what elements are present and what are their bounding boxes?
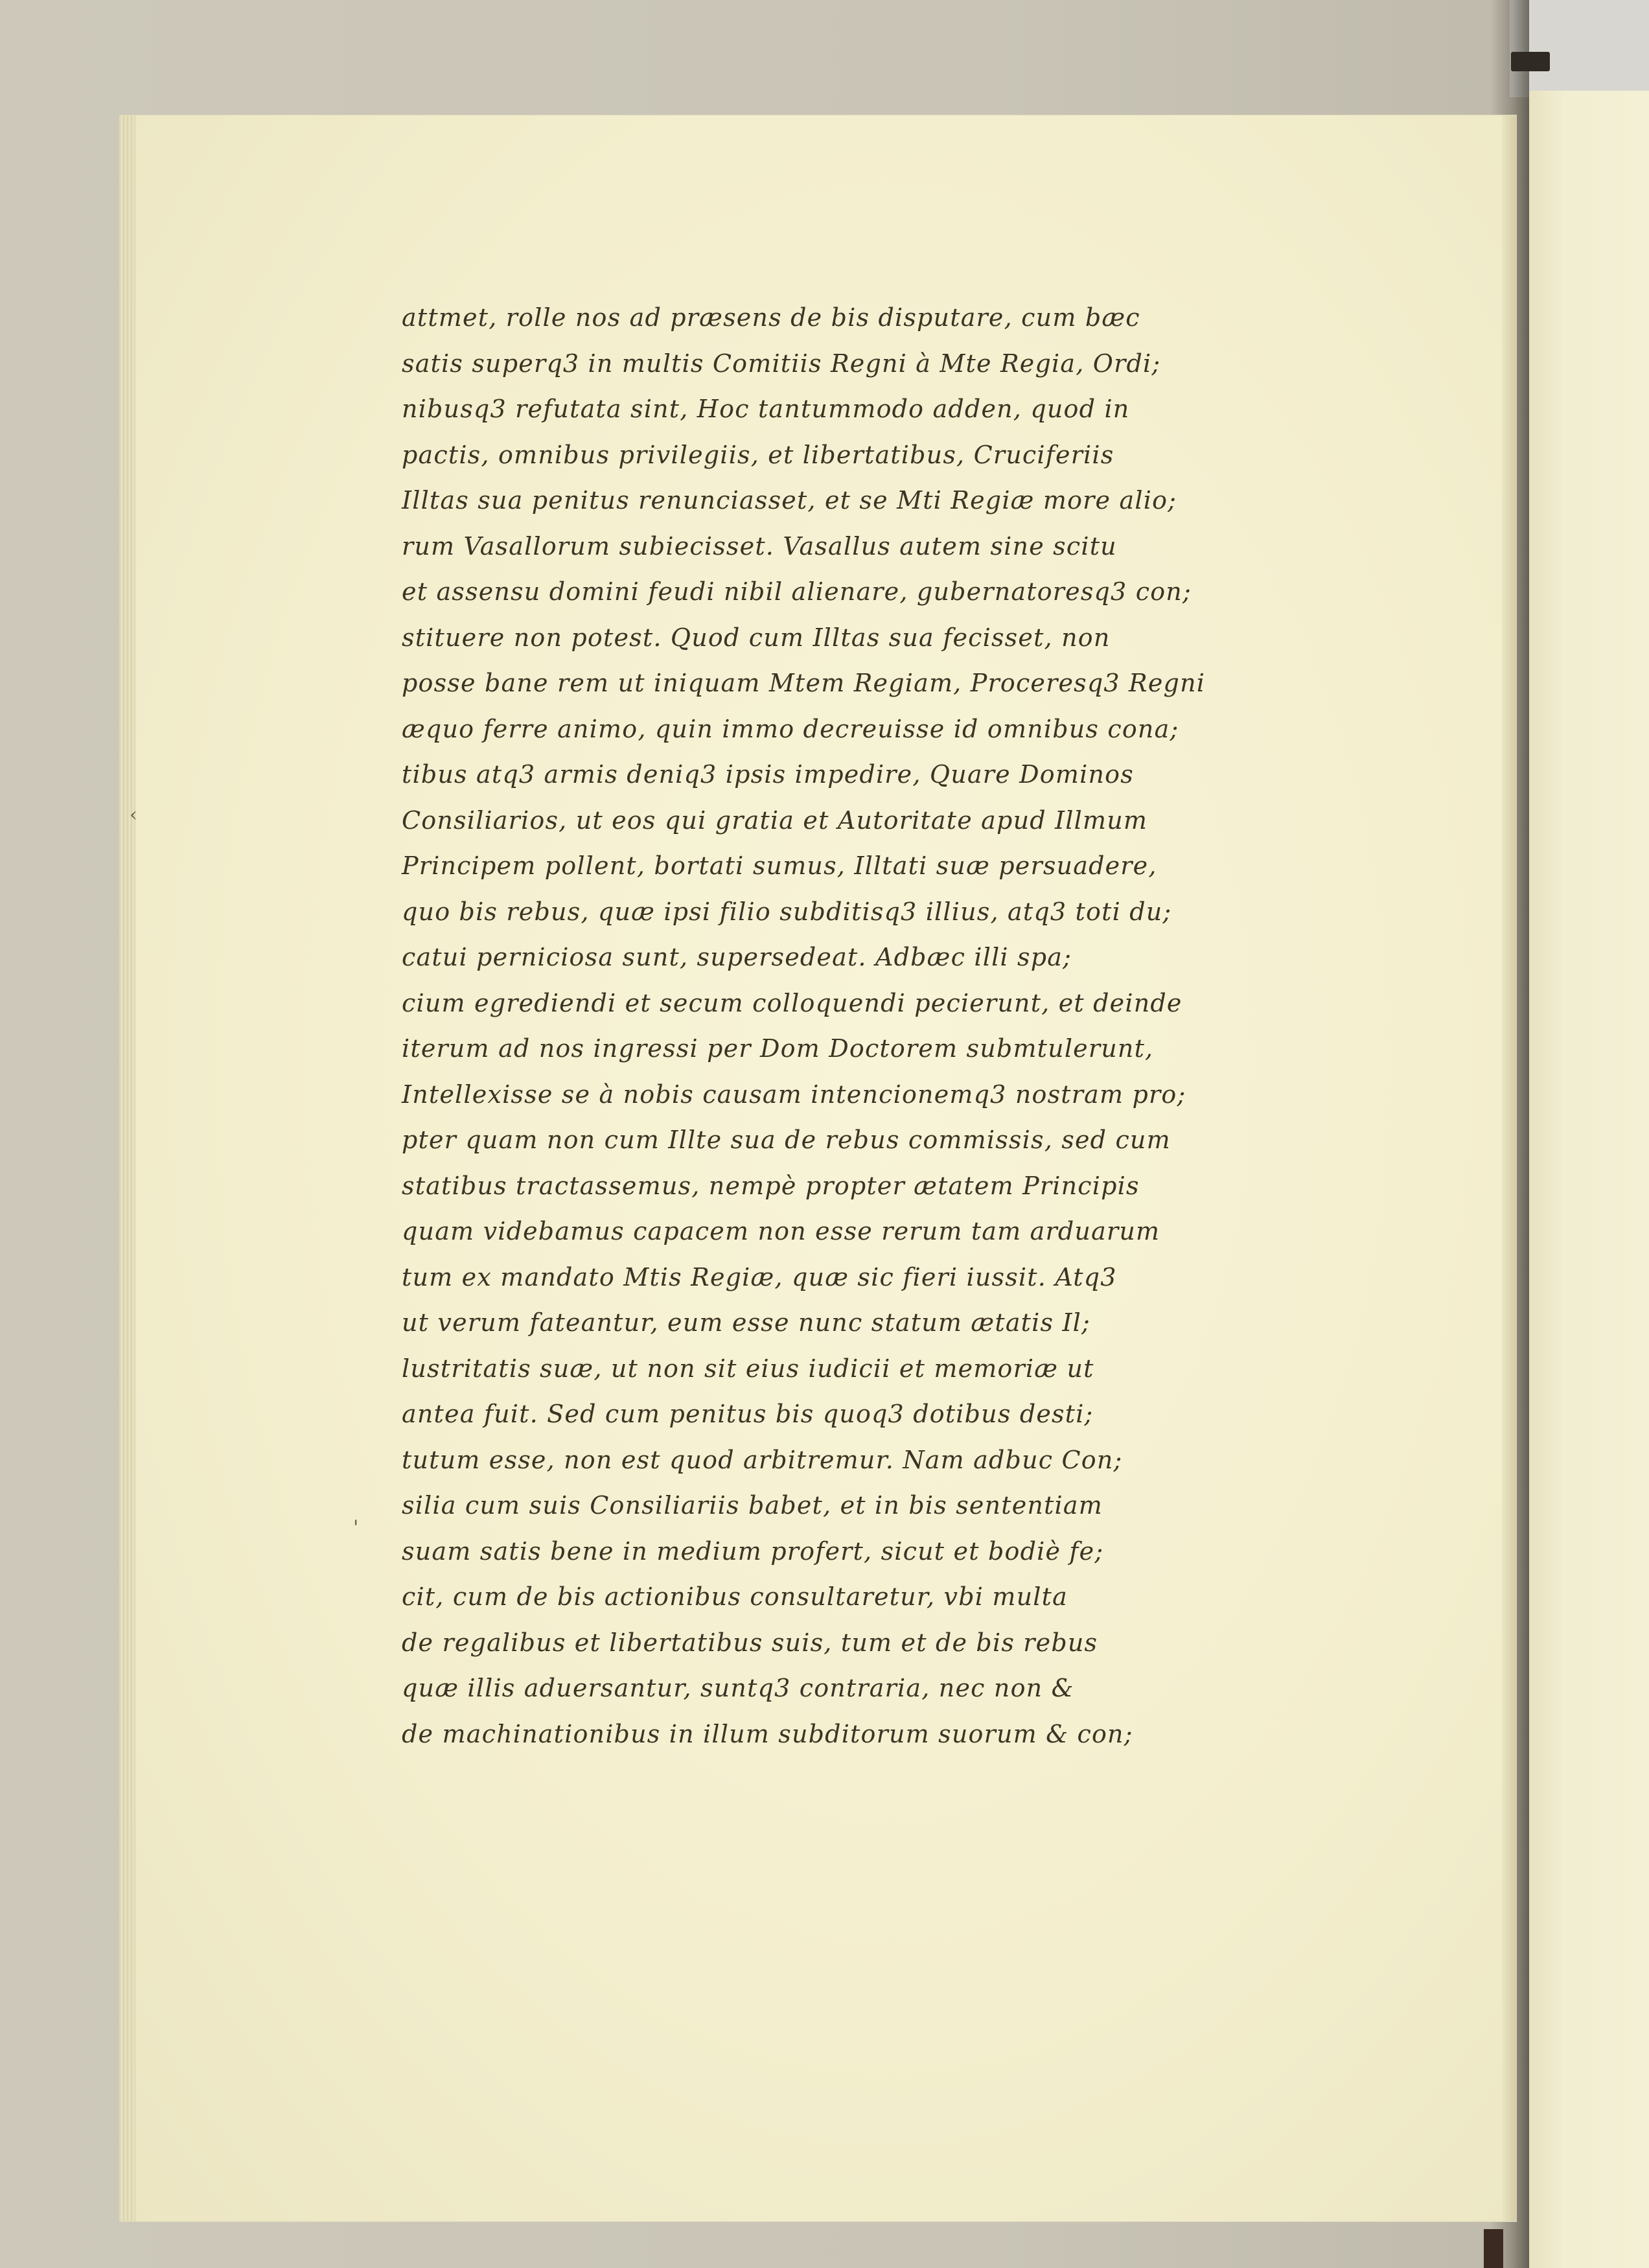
manuscript-line: posse bane rem ut iniquam Mtem Regiam, Proceresq3 Regni [402, 669, 1206, 697]
manuscript-line: æquo ferre animo, quin immo decreuisse id omnibus cona; [402, 714, 1179, 743]
manuscript-line: suam satis bene in medium profert, sicut et bodiè fe; [402, 1536, 1104, 1566]
manuscript-line: pactis, omnibus privilegiis, et libertatibus, Cruciferiis [402, 440, 1114, 469]
manuscript-line: stituere non potest. Quod cum Illtas sua fecisset, non [402, 623, 1111, 652]
manuscript-line: Intellexisse se à nobis causam intencionemq3 nostram pro; [402, 1080, 1186, 1109]
manuscript-line: tum ex mandato Mtis Regiæ, quæ sic fieri iussit. Atq3 [402, 1262, 1117, 1291]
manuscript-line: tibus atq3 armis deniq3 ipsis impedire, Quare Dominos [402, 760, 1134, 789]
manuscript-line: satis superq3 in multis Comitiis Regni à Mte Regia, Ordi; [402, 349, 1161, 378]
manuscript-line: quam videbamus capacem non esse rerum tam arduarum [402, 1217, 1160, 1245]
manuscript-line: attmet, rolle nos ad præsens de bis disputare, cum bæc [402, 303, 1140, 332]
manuscript-line: lustritatis suæ, ut non sit eius iudicii et memoriæ ut [402, 1354, 1094, 1383]
scanner-frame [1510, 0, 1649, 97]
manuscript-line: de machinationibus in illum subditorum suorum & con; [402, 1719, 1133, 1748]
manuscript-line: statibus tractassemus, nempè propter ætatem Principis [402, 1171, 1140, 1200]
manuscript-line: antea fuit. Sed cum penitus bis quoq3 dotibus desti; [402, 1400, 1094, 1428]
manuscript-line: tutum esse, non est quod arbitremur. Nam adbuc Con; [402, 1445, 1123, 1474]
margin-mark: ‹ [130, 804, 137, 826]
manuscript-line: quæ illis aduersantur, suntq3 contraria, nec non & [402, 1674, 1074, 1702]
manuscript-line: pter quam non cum Illte sua de rebus commissis, sed cum [402, 1126, 1171, 1154]
manuscript-line: iterum ad nos ingressi per Dom Doctorem submtulerunt, [402, 1034, 1154, 1063]
binding-clip-bottom [1484, 2229, 1503, 2268]
page-edge-right [1502, 115, 1516, 2221]
manuscript-line: cit, cum de bis actionibus consultaretur, vbi multa [402, 1582, 1068, 1611]
manuscript-line: Consiliarios, ut eos qui gratia et Autoritate apud Illmum [402, 805, 1148, 835]
manuscript-line: rum Vasallorum subiecisset. Vasallus autem sine scitu [402, 531, 1117, 561]
manuscript-line: silia cum suis Consiliariis babet, et in bis sententiam [402, 1491, 1103, 1520]
manuscript-line: quo bis rebus, quæ ipsi filio subditisq3 illius, atq3 toti du; [402, 897, 1172, 926]
binding-clip [1511, 52, 1550, 71]
next-page-edge [1529, 91, 1649, 2268]
manuscript-line: nibusq3 refutata sint, Hoc tantummodo adden, quod in [402, 395, 1130, 423]
manuscript-text [402, 295, 1296, 1757]
manuscript-line: cium egrediendi et secum colloquendi pecierunt, et deinde [402, 988, 1182, 1017]
margin-mark: ' [353, 1516, 359, 1539]
manuscript-line: catui perniciosa sunt, supersedeat. Adbæc illi spa; [402, 943, 1072, 971]
manuscript-line: ut verum fateantur, eum esse nunc statum ætatis Il; [402, 1308, 1091, 1337]
manuscript-line: Principem pollent, bortati sumus, Illtati suæ persuadere, [402, 851, 1157, 880]
manuscript-line: de regalibus et libertatibus suis, tum et de bis rebus [402, 1628, 1098, 1657]
manuscript-line: et assensu domini feudi nibil alienare, gubernatoresq3 con; [402, 577, 1192, 606]
manuscript-line: Illtas sua penitus renunciasset, et se Mti Regiæ more alio; [402, 486, 1177, 515]
page-edge-left [120, 115, 135, 2221]
